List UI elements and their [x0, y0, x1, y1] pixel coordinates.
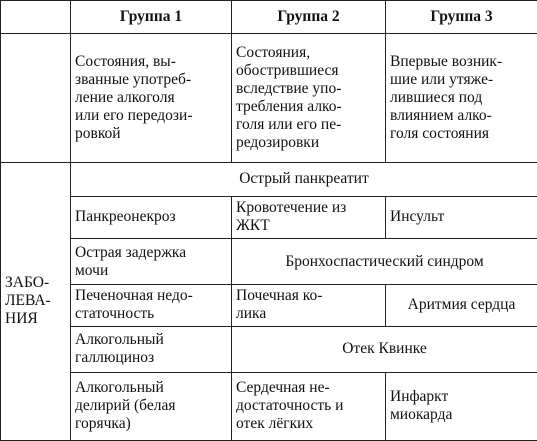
cell-heart-failure: Сердечная не- достаточность и отек лёгких — [232, 372, 386, 440]
cell-renal-colic: Почечная ко- лика — [232, 285, 386, 326]
table-row — [1, 239, 537, 285]
corner-cell — [1, 1, 71, 34]
empty-section-cell — [1, 33, 71, 162]
header-group-1: Группа 1 — [71, 1, 232, 34]
cell-arrhythmia: Аритмия сердца — [386, 285, 537, 326]
cell-myocardial-infarction: Инфаркт миокарда — [386, 372, 537, 440]
description-group-1: Состояния, вы- званные употреб- ление алкоголя или его передози- ровкой — [71, 33, 232, 162]
cell-bronchospastic-syndrome: Бронхоспастический синдром — [232, 239, 537, 285]
table-row — [1, 326, 537, 372]
cell-acute-pancreatitis: Острый панкреатит — [71, 162, 537, 196]
header-group-3: Группа 3 — [386, 1, 537, 34]
cell-alcoholic-delirium: Алкогольный делирий (белая горячка) — [71, 372, 232, 440]
table-row — [1, 196, 537, 238]
table-row — [1, 162, 537, 196]
table-row — [1, 372, 537, 440]
header-row — [1, 1, 537, 34]
description-row — [1, 33, 537, 162]
cell-quincke-edema: Отек Квинке — [232, 326, 537, 372]
cell-stroke: Инсульт — [386, 196, 537, 238]
header-group-2: Группа 2 — [232, 1, 386, 34]
section-label-diseases: ЗАБО- ЛЕВА- НИЯ — [1, 162, 71, 440]
table-row — [1, 285, 537, 326]
cell-gi-bleeding: Кровотечение из ЖКТ — [232, 196, 386, 238]
cell-liver-failure: Печеночная недо- статочность — [71, 285, 232, 326]
description-group-2: Состояния, обострившиеся вследствие упо- требления алко- голя или его пе- редозировки — [232, 33, 386, 162]
description-group-3: Впервые возник- шие или утяже- лившиеся под влиянием алко- голя состояния — [386, 33, 537, 162]
cell-alcoholic-hallucinosis: Алкогольный галлюциноз — [71, 326, 232, 372]
cell-pancreonecrosis: Панкреонекроз — [71, 196, 232, 238]
cell-urinary-retention: Острая задержка мочи — [71, 239, 232, 285]
